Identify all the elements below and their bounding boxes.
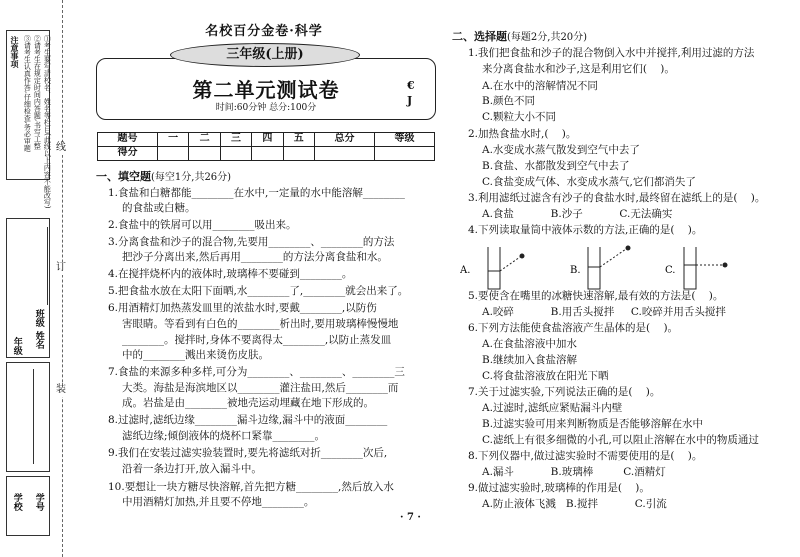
notice-label: 注意事项: [10, 36, 20, 68]
fill-in-line[interactable]: ________。搅拌时,身体不要离得太________,以防止蒸发皿: [122, 334, 392, 346]
score-input[interactable]: [220, 147, 251, 161]
choice-line[interactable]: A.在食盐溶液中加水: [482, 338, 577, 350]
section1-title: 一、填空题: [96, 170, 151, 183]
fill-in-line[interactable]: 10.要想让一块方糖尽快溶解,首先把方糖________,然后放入水: [108, 481, 394, 493]
choice-line: 7.关于过滤实验,下列说法正确的是( )。: [468, 386, 661, 398]
section2-note: (每题2分,共20分): [507, 32, 588, 43]
choice-line: 1.我们把食盐和沙子的混合物倒入水中并搅拌,利用过滤的方法: [468, 47, 755, 59]
grade-box: [6, 362, 50, 472]
grade-field-line[interactable]: [33, 369, 34, 464]
page-title: 第二单元测试卷: [192, 78, 340, 102]
score-input[interactable]: [157, 147, 188, 161]
fill-in-line[interactable]: 大类。海盐是海滨地区以________灌注盐田,然后________而: [122, 382, 399, 394]
grade-field-label: 年级: [11, 337, 22, 355]
fill-in-line[interactable]: 害眼睛。等看到有白色的________析出时,要用玻璃棒慢慢地: [122, 318, 399, 330]
cut-mark-xian: 线: [56, 142, 66, 153]
choice-line[interactable]: A.在水中的溶解情况不同: [482, 80, 598, 92]
choice-line: 8.下列仪器中,做过滤实验时不需要使用的是( )。: [468, 450, 703, 462]
fill-in-line[interactable]: 5.把食盐水放在太阳下面晒,水________了,________就会出来了。: [108, 285, 409, 297]
fill-in-line[interactable]: 4.在搅拌烧杯内的液体时,玻璃棒不要碰到________。: [108, 268, 353, 280]
exam-meta: 时间:60分钟 总分:100分: [215, 103, 317, 113]
school-box: [6, 476, 50, 536]
eye-icon: [723, 263, 728, 268]
choice-line[interactable]: A.水变成水蒸气散发到空气中去了: [482, 144, 640, 156]
score-header-row: [98, 133, 435, 147]
binding-strip: [0, 0, 66, 557]
choice-line[interactable]: A.漏斗 B.玻璃棒 C.酒精灯: [482, 466, 666, 478]
score-cell: 三: [220, 133, 251, 147]
choice-line[interactable]: C.食盐变成气体、水变成水蒸气,它们都消失了: [482, 176, 696, 188]
name-field-label: 姓名: [33, 331, 44, 349]
choice-line[interactable]: B.颜色不同: [482, 95, 536, 107]
section1-note: (每空1分,共26分): [151, 172, 232, 183]
choice-line[interactable]: B.过滤实验可用来判断物质是否能够溶解在水中: [482, 418, 704, 430]
side-mark: J: [407, 94, 413, 107]
fill-in-line[interactable]: 滤纸边缘;倾倒液体的烧杯口紧靠________。: [122, 430, 326, 442]
diagram-label-a[interactable]: A.: [460, 265, 471, 276]
choice-line: 9.做过滤实验时,玻璃棒的作用是( )。: [468, 482, 650, 494]
grade-badge: 三年级(上册): [170, 43, 360, 67]
choice-line: 3.利用滤纸过滤含有沙子的食盐水时,最终留在滤纸上的是( )。: [468, 192, 766, 204]
score-cell: 一: [157, 133, 188, 147]
diagram-label-b[interactable]: B.: [570, 265, 581, 276]
cylinder-b: [588, 246, 631, 290]
eye-icon: [626, 246, 631, 251]
side-mark: €: [407, 79, 415, 92]
cylinder-diagrams: [460, 243, 750, 293]
fill-in-line[interactable]: 中用酒精灯加热,并且要不停地________。: [122, 496, 315, 508]
cylinder-a: [488, 247, 525, 289]
fill-in-line[interactable]: 的食盐或白糖。: [122, 202, 196, 214]
cut-mark-zhuang: 装: [56, 384, 66, 395]
class-field-label: 班级: [33, 309, 44, 327]
fill-in-line[interactable]: 7.食盐的来源多种多样,可分为________、________、________三: [108, 366, 405, 378]
cut-mark-ding: 订: [56, 262, 66, 273]
score-input[interactable]: [315, 147, 375, 161]
fill-in-line[interactable]: 1.食盐和白糖都能________在水中,一定量的水中能溶解________: [108, 187, 405, 199]
score-cell: 二: [189, 133, 220, 147]
section2-heading: [452, 30, 587, 45]
choice-line: 6.下列方法能使食盐溶液产生晶体的是( )。: [468, 322, 679, 334]
choice-line: 4.下列读取量筒中液体示数的方法,正确的是( )。: [468, 224, 703, 236]
school-field-label: 学校: [11, 493, 22, 511]
fill-in-line[interactable]: 3.分离食盐和沙子的混合物,先要用________、________的方法: [108, 236, 395, 248]
score-input[interactable]: [189, 147, 220, 161]
fill-in-line[interactable]: 2.食盐中的铁屑可以用________吸出来。: [108, 219, 297, 231]
score-input[interactable]: [283, 147, 314, 161]
side-marks: [407, 78, 417, 108]
choice-line[interactable]: A.过滤时,滤纸应紧贴漏斗内壁: [482, 402, 623, 414]
choice-line[interactable]: A.防止液体飞溅 B.搅拌 C.引流: [482, 498, 667, 510]
choice-line[interactable]: A.咬碎 B.用舌头搅拌 C.咬碎并用舌头搅拌: [482, 306, 726, 318]
score-cell: 总分: [315, 133, 375, 147]
diagram-label-c[interactable]: C.: [665, 265, 676, 276]
choice-line[interactable]: A.食盐 B.沙子 C.无法确实: [482, 208, 673, 220]
score-input[interactable]: [374, 147, 434, 161]
choice-line[interactable]: C.滤纸上有很多细微的小孔,可以阻止溶解在水中的物质通过: [482, 434, 759, 446]
section1-heading: [96, 170, 231, 185]
notice-line: ①考生要写清校名、姓名等栏目(此线以上内容不能改写): [43, 35, 52, 209]
score-cell: 四: [252, 133, 283, 147]
score-cell: 五: [283, 133, 314, 147]
fill-in-line[interactable]: 9.我们在安装过滤实验装置时,要先将滤纸对折________次后,: [108, 447, 388, 459]
notice-line: ②请考生在规定时间内答题,书写工整: [33, 35, 42, 150]
choice-line[interactable]: B.食盐、水都散发到空气中去了: [482, 160, 630, 172]
page-number: · 7 ·: [400, 512, 421, 523]
choice-line: 5.要使含在嘴里的冰糖快速溶解,最有效的方法是( )。: [468, 290, 724, 302]
student-id-field-label: 学号: [33, 493, 44, 511]
fill-in-line[interactable]: 成。岩盐是由________被地壳运动埋藏在地下形成的。: [122, 397, 374, 409]
cylinder-c: [684, 247, 728, 289]
fill-in-line[interactable]: 6.用酒精灯加热蒸发皿里的浓盐水时,要戴________,以防伤: [108, 302, 377, 314]
choice-line: 来分离食盐水和沙子,这是利用它们( )。: [482, 63, 675, 75]
score-value-row: [98, 147, 435, 161]
eye-icon: [520, 254, 525, 259]
score-table: [97, 132, 435, 161]
choice-line[interactable]: C.颗粒大小不同: [482, 111, 556, 123]
section2-title: 二、选择题: [452, 30, 507, 43]
notice-line: ③请考生认真作答,仔细检查,务必审题: [23, 35, 32, 152]
score-cell: 得分: [98, 147, 158, 161]
score-cell: 题号: [98, 133, 158, 147]
class-name-box: [6, 218, 50, 358]
choice-line[interactable]: B.继续加入食盐溶解: [482, 354, 578, 366]
cut-line: [62, 0, 63, 557]
fill-in-line[interactable]: 把沙子分离出来,然后再用________的方法分离食盐和水。: [122, 251, 388, 263]
score-cell: 等级: [374, 133, 434, 147]
notice-box: [6, 30, 52, 209]
score-input[interactable]: [252, 147, 283, 161]
class-field-line[interactable]: [47, 227, 48, 305]
choice-line: 2.加热食盐水时,( )。: [468, 128, 577, 140]
fill-in-line[interactable]: 中的________溅出来烫伤皮肤。: [122, 349, 269, 361]
choice-line[interactable]: C.将食盐溶液放在阳光下晒: [482, 370, 609, 382]
fill-in-line[interactable]: 沿着一条边打开,放入漏斗中。: [122, 463, 262, 475]
fill-in-line[interactable]: 8.过滤时,滤纸边缘________漏斗边缘,漏斗中的液面________: [108, 414, 388, 426]
series-title: 名校百分金卷·科学: [205, 24, 323, 39]
